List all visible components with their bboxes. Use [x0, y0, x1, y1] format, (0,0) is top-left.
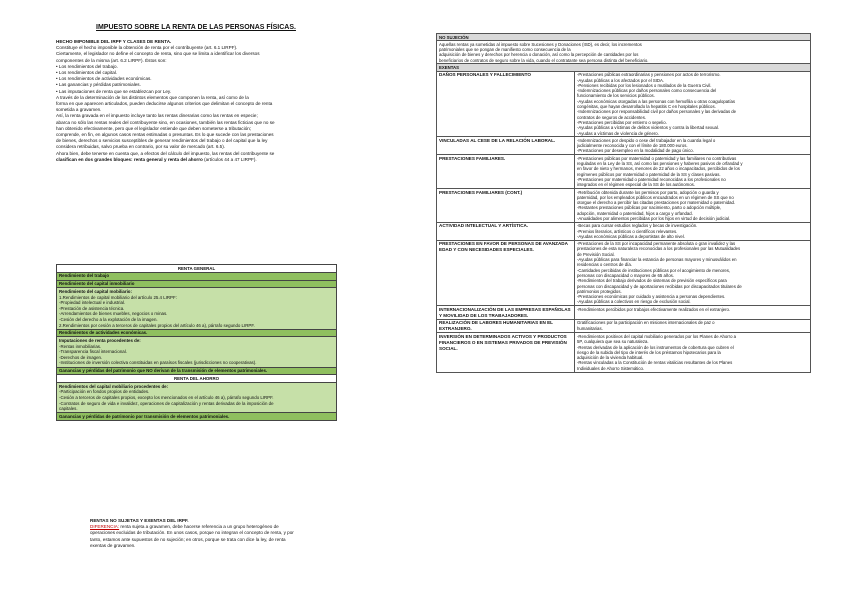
no-sujecion-body — [437, 41, 811, 64]
list-item: • Los rendimientos del trabajo. — [56, 64, 336, 70]
table-row — [437, 333, 811, 372]
row-imputaciones — [57, 337, 337, 367]
list-item: • Las imputaciones de renta que se establezcan por Ley. — [56, 89, 336, 95]
items-cell — [575, 240, 811, 306]
para-line: A través de la determinación de los distintos elementos que componen la renta, así como de la — [56, 94, 249, 100]
renta-table — [56, 264, 337, 421]
no-sujetas-line: exentas de gravamen. — [90, 542, 136, 548]
para-line-last — [56, 157, 336, 163]
list-item: de Previsión Social. — [577, 251, 615, 257]
row-capital-mobiliario — [57, 288, 337, 329]
row-ganancias-ahorro: Ganancias y pérdidas de patrimonio por transmisión de elementos patrimoniales. — [57, 413, 337, 421]
list-item: • Los rendimientos de actividades económicas. — [56, 76, 336, 82]
list-item: contratos de seguros de accidentes. — [577, 114, 647, 120]
list-item: residencias o centros de día. — [577, 262, 632, 268]
items-cell — [575, 137, 811, 155]
list-item: -Rentas derivadas de la aplicación de los instrumentos de cobertura que cubren el — [577, 344, 734, 350]
hecho-line: Constituye el hecho imponible la obtención de renta por el contribuyente (art. 6.1 LIRPF). — [56, 45, 238, 51]
para-line: comprende, en fin, en algunos casos rentas estimadas o presuntas. Es lo que sucede con las prestaciones — [56, 132, 274, 138]
no-sujetas-heading: RENTAS NO SUJETAS Y EXENTAS DEL IRPF. — [90, 518, 189, 523]
row-ganancias-general: Ganancias y pérdidas del patrimonio que NO derivan de la transmisión de elementos patrimoniales. — [57, 367, 337, 375]
items-cell — [575, 306, 811, 320]
list-item: personas con discapacidad y de aportaciones recibidas por discapacitados titulares de — [577, 283, 742, 289]
no-sujecion-header: NO SUJECIÓN — [437, 34, 811, 41]
hecho-line: componentes de la misma (art. 6.2 LIRPF). Éstos son: — [56, 57, 167, 63]
list-item: -Prestaciones por maternidad o paternidad reconocidas a los profesionales no — [577, 176, 726, 182]
list-item: congénitas, que hayan desarrollado la hepatitis C en hospitales públicos. — [577, 104, 716, 110]
list-item: -Ayudas públicas a los afectados por el SIDA. — [577, 77, 665, 83]
no-sujecion-line: beneficiarios de contratos de seguro sobre la vida, cuando el contratante sea persona distinta del beneficiario. — [439, 57, 649, 63]
list-item: 5P, cualquiera que sea su naturaleza. — [577, 339, 649, 345]
mob-link-2: 2.Rendimientos por cesión a terceros de capitales propios del artículo 46 a), párrafo segundo LIRPF. — [59, 322, 255, 328]
exentas-table — [436, 33, 811, 373]
list-item: -Prestaciones públicas por maternidad o paternidad y las familiares no contributivas — [577, 155, 737, 161]
list-item: -Participación en fondos propios de entidades. — [59, 389, 150, 395]
category-cell: PRESTACIONES FAMILIARES. — [437, 155, 575, 189]
list-item: -Rendimientos positivos del capital mobiliario generados por los Planes de Ahorro a — [577, 333, 737, 339]
bloques-bold: clasifican en dos grandes bloques: renta general y renta del ahorro — [56, 156, 203, 162]
no-sujetas-text: renta sujeta a gravamen, debe hacerse referencia a un grupo heterogéneo de — [119, 524, 279, 530]
category-cell: REALIZACIÓN DE LABORES HUMANITARIAS EN EL EXTRANJERO. — [437, 319, 575, 333]
category-cell: DAÑOS PERSONALES Y FALLECIMIENTO — [437, 71, 575, 137]
list-item: -Prestaciones de la SS por incapacidad permanente absoluta o gran invalidez y las — [577, 241, 736, 247]
list-item: -Instituciones de inversión colectiva constituidas en paraísos fiscales (jurisdicciones no cooperativas). — [59, 360, 257, 366]
list-item: judicialmente reconocida y con el límite de 180.000 euros. — [577, 143, 688, 149]
table-row — [437, 71, 811, 137]
no-sujecion-line: adquisición de bienes y derechos por herencia o donación, así como la percepción de cantidades por los — [439, 52, 639, 58]
list-item: humanitarias. — [577, 325, 603, 331]
category-cell: INVERSIÓN EN DETERMINADOS ACTIVOS Y PRODUCTOS FINANCIEROS O EN SISTEMAS PRIVADOS DE PREVISIÓN SOCIAL. — [437, 333, 575, 372]
list-item: funcionamiento de los servicios públicos. — [577, 93, 655, 99]
list-item: -Indemnizaciones por responsabilidad civil por daños personales y las derivadas de — [577, 109, 737, 115]
list-item: reguladas en la Ley de la SS, así como las pensiones y haberes pasivos de orfandad y — [577, 161, 743, 167]
list-item: Individuales de Ahorro Sistemático. — [577, 365, 645, 371]
list-item: Gratificaciones por la participación en misiones internacionales de paz o — [577, 320, 715, 326]
items-cell — [575, 189, 811, 223]
list-item: regímenes públicos por maternidad o paternidad de la SS y clases pasivas. — [577, 171, 721, 177]
list-item: -Premios literarios, artísticos o científicos relevantes. — [577, 228, 678, 234]
list-item: -Transparencia fiscal internacional. — [59, 349, 127, 355]
list-item: -Rentas inmobiliarias. — [59, 343, 102, 349]
ahorro-heading: Rendimientos del capital mobiliario procedentes de: — [59, 383, 169, 389]
row-actividades: Rendimientos de actividades económicas. — [57, 329, 337, 337]
para-line: Ahora bien, debe tenerse en cuenta que, a efectos del cálculo del impuesto, las rentas del contribuyente se — [56, 150, 275, 156]
items-cell — [575, 222, 811, 240]
list-item: -Ayudas públicas a víctimas de delitos violentos y contra la libertad sexual. — [577, 125, 720, 131]
list-item: -Pensiones recibidas por los lesionados o mutilados de la Guerra Civil. — [577, 82, 712, 88]
list-item: -Anualidades por alimentos percibidas por los hijos en virtud de decisión judicial. — [577, 216, 731, 221]
table-row — [437, 222, 811, 240]
list-item: -Contratos de seguro de vida e invalidez, operaciones de capitalización y rentas derivadas de la imposición de — [59, 400, 274, 406]
bloques-tail: (artículos 44 a 47 LIRPF). — [202, 156, 257, 162]
list-item: -Cesión del derecho a la explotación de la imagen. — [59, 316, 158, 322]
table-row — [437, 137, 811, 155]
list-item: -Ayudas económicas otorgadas a las personas con hemofilia u otras coagulopatías — [577, 98, 736, 104]
no-sujecion-line: patrimoniales que se pongan de manifiesto como consecuencia de la — [439, 47, 571, 53]
list-item: -Prestaciones públicas extraordinarias y pensiones por actos de terrorismo. — [577, 72, 721, 78]
table-row — [437, 155, 811, 189]
page-title: IMPUESTO SOBRE LA RENTA DE LAS PERSONAS FÍSICAS. — [96, 24, 296, 31]
para-line: forma en que aparecen articulados, pueden deducirse algunos criterios que delimitan el concepto de renta — [56, 101, 273, 107]
list-item: riesgo de la subida del tipo de interés de los préstamos hipotecarios para la — [577, 349, 721, 355]
renta-general-header: RENTA GENERAL — [57, 265, 337, 273]
para-line: Así, la renta gravada en el impuesto incluye tanto las rentas dinerarias como las rentas en especie; — [56, 113, 258, 119]
list-item: en favor de nieto y hermanos, menores de 22 años o incapacitados, percibidos de los — [577, 166, 740, 172]
hecho-line: Ciertamente, el legislador no define el concepto de renta, sino que se limita a identificar los diversos — [56, 51, 260, 57]
category-cell: ACTIVIDAD INTELECTUAL Y ARTÍSTICA. — [437, 222, 575, 240]
items-cell — [575, 333, 811, 372]
no-sujetas-section — [90, 518, 320, 549]
para-line: de bienes, derechos o servicios susceptibles de generar rendimientos del trabajo o del capital que la ley — [56, 138, 268, 144]
list-item: -Cesión a terceros de capitales propios, excepto los mencionados en el artículo 46 a), párrafo segundo LIRPF. — [59, 394, 274, 400]
items-cell — [575, 71, 811, 137]
items-cell — [575, 155, 811, 189]
para-line: considera retribuidas, salvo prueba en contrario, por su valor de mercado (art. 6.5). — [56, 144, 226, 150]
list-item: -Prestaciones económicas por cuidado y asistencia a personas dependientes. — [577, 294, 726, 300]
list-item: -Rentas vinculadas a la Constitución de rentas vitalicias resultantes de los Planes — [577, 360, 733, 366]
list-item: -Cantidades percibidas de instituciones públicas por el acogimiento de menores, — [577, 267, 731, 273]
list-item: adquisición de la vivienda habitual. — [577, 355, 644, 361]
list-item: -Propiedad intelectual e industrial. — [59, 300, 126, 306]
no-sujetas-line: tanto, estamos ante supuestos de no sujeción; en otros, porque se trata con dice la ley, de renta — [90, 536, 286, 542]
para-line: sometida a gravamen. — [56, 107, 102, 113]
imput-heading: Imputaciones de renta procedentes de: — [59, 338, 141, 344]
exentas-header: EXENTAS — [437, 64, 811, 71]
list-item: adopción, maternidad o paternidad, hijos a cargo y orfandad. — [577, 210, 693, 216]
left-column — [56, 24, 336, 163]
category-cell: PRESTACIONES FAMILIARES (CONT.) — [437, 189, 575, 223]
list-item: -Arrendamientos de bienes muebles, negocios o minas. — [59, 311, 168, 317]
list-item: -Becas para cursar estudios reglados y becas de investigación. — [577, 223, 698, 229]
para-line: abarca no sólo las rentas reales del contribuyente sino, en ocasiones, también las rentas ficticias que no se — [56, 119, 275, 125]
items-cell — [575, 319, 811, 333]
diferencia-label: DIFERENCIA: — [90, 524, 120, 530]
list-item: -Retribución obtenida durante los permisos por parto, adopción o guarda y — [577, 189, 719, 195]
list-item: -Ayudas económicas públicas a deportistas de alto nivel. — [577, 233, 685, 239]
list-item: -Indemnizaciones por despido o cese del trabajador en la cuantía legal o — [577, 137, 716, 143]
list-item: integrados en el régimen especial de la SS de los autónomos. — [577, 182, 695, 188]
list-item: -Indemnizaciones públicas por daños personales como consecuencia del — [577, 88, 717, 94]
row-trabajo: Rendimiento del trabajo — [57, 272, 337, 280]
no-sujecion-line: Aquellas rentas ya sometidas al impuesto sobre Sucesiones y Donaciones (ISD), es decir, los incrementos — [439, 41, 642, 47]
list-item: capitales. — [59, 406, 78, 412]
category-cell: INTERNACIONALIZACIÓN DE LAS EMPRESAS ESPAÑOLAS Y MOVILIDAD DE LOS TRABAJADORES. — [437, 306, 575, 320]
table-row — [437, 240, 811, 306]
hecho-heading: HECHO IMPONIBLE DEL IRPF Y CLASES DE RENTA. — [56, 39, 172, 44]
row-ahorro-mobiliario — [57, 383, 337, 413]
renta-components-list — [56, 64, 336, 95]
list-item: personas con discapacidad o mayores de 65 años. — [577, 272, 674, 278]
capital-mob-heading: Rendimiento del capital mobiliario: — [59, 288, 132, 294]
mob-link-1: 1.Rendimientos de capital mobiliario del artículo 25.4 LIRPF: — [59, 294, 177, 300]
list-item: • Los rendimientos del capital. — [56, 70, 336, 76]
table-row — [437, 319, 811, 333]
category-cell: VINCULADAS AL CESE DE LA RELACIÓN LABORAL. — [437, 137, 575, 155]
list-item: -Ayudas públicas a colectivos en riesgo de exclusión social. — [577, 299, 691, 305]
list-item: -Prestaciones percibidas por entierro o sepelio. — [577, 119, 667, 125]
list-item: -Rendimientos del trabajo derivados de sistemas de previsión específicos para — [577, 278, 727, 284]
table-row — [437, 189, 811, 223]
list-item: otorgue el derecho a percibir las citadas prestaciones por maternidad o paternidad. — [577, 200, 736, 206]
category-cell: PRESTACIONES EN FAVOR DE PERSONAS DE AVANZADA EDAD Y CON NECESIDADES ESPECIALES. — [437, 240, 575, 306]
list-item: -Derechos de imagen. — [59, 354, 103, 360]
list-item: -Prestaciones por desempleo en la modalidad de pago único. — [577, 148, 694, 154]
no-sujetas-line: operaciones excluidas de tributación. En unos casos, porque no integran el concepto de renta, y por — [90, 530, 294, 536]
list-item: -Ayudas a víctimas de violencia de género. — [577, 130, 659, 136]
row-capital-inmobiliario: Rendimiento del capital inmobiliario — [57, 280, 337, 288]
list-item: paternidad, por los empleados públicos encuadrados en un régimen de SS que no — [577, 194, 734, 200]
list-item: -Ayudas públicas para financiar la estancia de personas mayores y minusválidos en — [577, 257, 737, 263]
renta-ahorro-header: RENTA DEL AHORRO — [57, 375, 337, 383]
list-item: prestaciones de esta naturaleza reconocidas a los profesionales por las Mutualidades — [577, 246, 741, 252]
table-row — [437, 306, 811, 320]
list-item: -Restantes prestaciones públicas por nacimiento, parto o adopción múltiple, — [577, 205, 722, 211]
list-item: patrimonios protegidos. — [577, 288, 622, 294]
para-line: han obtenido efectivamente, pero que el legislador entiende que deben someterse a tributación; — [56, 125, 252, 131]
list-item: -Prestación de asistencia técnica. — [59, 305, 125, 311]
list-item: • Las ganancias y pérdidas patrimoniales. — [56, 82, 336, 88]
list-item: -Rendimientos percibidos por trabajos efectivamente realizados en el extranjero. — [577, 306, 731, 312]
